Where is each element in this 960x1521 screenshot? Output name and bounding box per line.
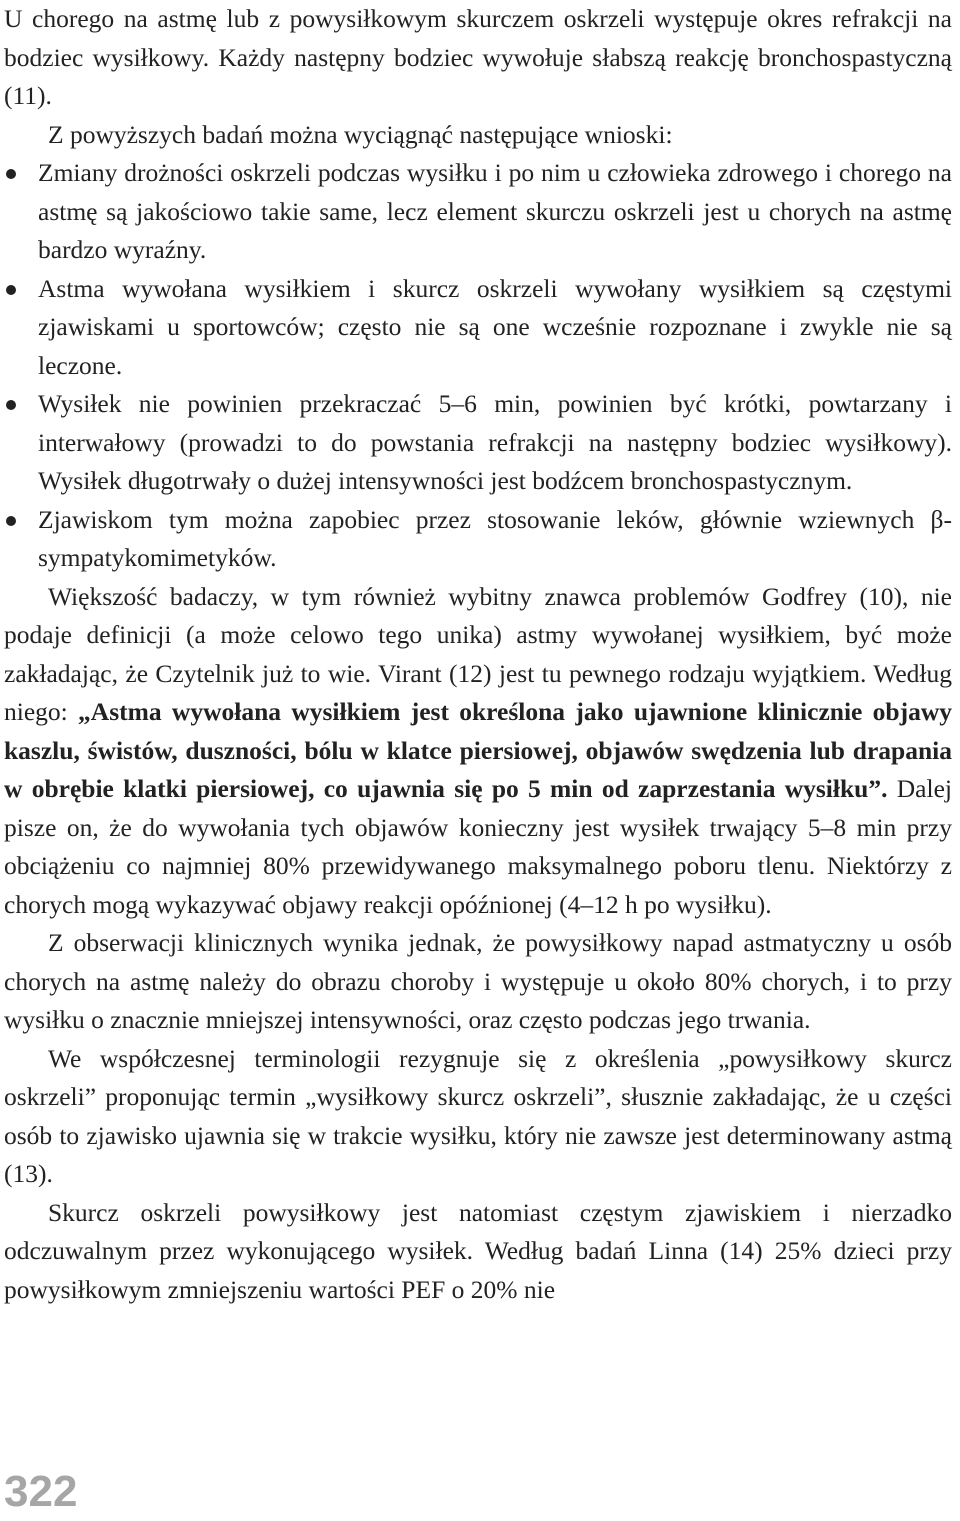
bullet-dot-icon (6, 400, 16, 410)
list-item (4, 154, 952, 270)
bullet-dot-icon (6, 285, 16, 295)
paragraph-clinical-observations: Z obserwacji klinicznych wynika jednak, że powysiłkowy napad astmatyczny u osób chorych na astmę należy do obrazu choroby i występuje u około 80% chorych, i to przy wysiłku o znacznie mniejszej intensywności, oraz często podczas jego trwania. (4, 928, 952, 1034)
list-item-text: Wysiłek nie powinien przekraczać 5–6 min, powinien być krótki, powtarzany i interwałowy (prowadzi to do powstania refrakcji na następny bodziec wysiłkowy). Wysiłek długotrwały o dużej intensywności jest bodźcem bronchospastycznym. (38, 389, 952, 495)
list-item-text: Zjawiskom tym można zapobiec przez stosowanie leków, głównie wziewnych β-sympatykomimetyków. (38, 504, 952, 572)
list-item-text: Zmiany drożności oskrzeli podczas wysiłku i po nim u człowieka zdrowego i chorego na astmę są jakościowo takie same, lecz element skurczu oskrzeli jest u chorych na astmę bardzo wyraźny. (38, 158, 952, 264)
bullet-dot-icon (6, 169, 16, 179)
paragraph-conclusions-intro: Z powyższych badań można wyciągnąć następujące wnioski: (48, 119, 673, 149)
bullet-dot-icon (6, 516, 16, 526)
definition-intro-text: Większość badaczy, w tym również wybitny znawca problemów Godfrey (10), nie podaje definicji (a może celowo tego unika) astmy wywołanej wysiłkiem, być może zakładając, że Czytelnik już to wie. Virant (12) jest tu pewnego rodzaju wyjątkiem. Według niego: (4, 581, 952, 726)
list-item (4, 385, 952, 501)
list-item (4, 501, 952, 578)
paragraph-definition (4, 578, 952, 925)
conclusions-list (4, 154, 952, 578)
paragraph-terminology: We współczesnej terminologii rezygnuje się z określenia „powysiłkowy skurcz oskrzeli” proponując termin „wysiłkowy skurcz oskrzeli”, słusznie zakładając, że u części osób to zjawisko ujawnia się w trakcie wysiłku, który nie zawsze jest determinowany astmą (13). (4, 1043, 952, 1188)
definition-followup-text: Dalej pisze on, że do wywołania tych objawów konieczny jest wysiłek trwający 5–8 min przy obciążeniu co najmniej 80% przewidywanego maksymalnego poboru tlenu. Niektórzy z chorych mogą wykazywać objawy reakcji opóźnionej (4–12 h po wysiłku). (4, 774, 952, 919)
list-item-text: Astma wywołana wysiłkiem i skurcz oskrzeli wywołany wysiłkiem są częstymi zjawiskami u sportowców; często nie są one wcześnie rozpoznane i zwykle nie są leczone. (38, 273, 952, 380)
page-body (4, 0, 952, 1309)
paragraph-refraction: U chorego na astmę lub z powysiłkowym skurczem oskrzeli występuje okres refrakcji na bodziec wysiłkowy. Każdy następny bodziec wywołuje słabszą reakcję bronchospastyczną (11). (4, 4, 952, 110)
definition-quote: „Astma wywołana wysiłkiem jest określona jako ujawnione klinicznie objawy kaszlu, świstów, duszności, bólu w klatce piersiowej, objawów swędzenia lub drapania w obrębie klatki piersiowej, co ujawnia się po 5 min od zaprzestania wysiłku”. (4, 697, 952, 803)
list-item (4, 270, 952, 386)
paragraph-linna-study: Skurcz oskrzeli powysiłkowy jest natomiast częstym zjawiskiem i nierzadko odczuwalnym przez wykonującego wysiłek. Według badań Linna (14) 25% dzieci przy powysiłkowym zmniejszeniu wartości PEF o 20% nie (4, 1197, 952, 1304)
page-number: 322 (4, 1467, 78, 1516)
